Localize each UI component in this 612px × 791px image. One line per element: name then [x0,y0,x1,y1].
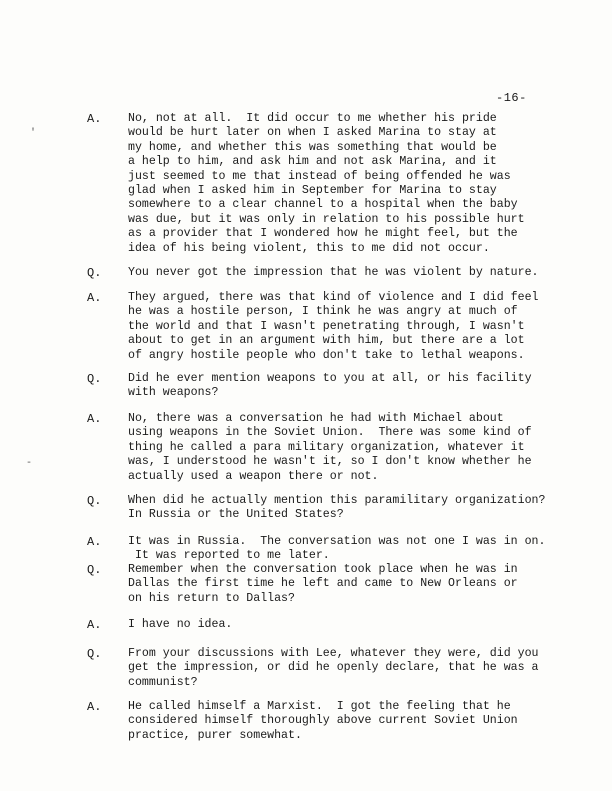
text-line: idea of his being violent, this to me did not occur. [128,241,490,255]
entry-text [128,535,568,564]
text-line: No, there was a conversation he had with Michael about [128,412,504,425]
speaker-label: A. [87,291,102,305]
text-line: It was reported to me later. [128,549,330,563]
text-line: get the impression, or did he openly declare, that he was a [128,661,539,675]
text-line: the world and that I wasn't penetrating through, I wasn't [128,319,525,333]
entry-text [128,647,568,690]
entry-text [128,266,568,280]
entry-text [128,112,568,256]
text-line: he was a hostile person, I think he was angry at much of [128,305,518,319]
speaker-label: A. [87,535,102,549]
speaker-label: Q. [87,563,102,577]
text-line: Did he ever mention weapons to you at all, or his facility [128,372,532,385]
speaker-label: Q. [87,494,102,508]
text-line: using weapons in the Soviet Union. There was some kind of [128,426,532,440]
text-line: of angry hostile people who don't take to lethal weapons. [128,348,525,362]
text-line: practice, purer somewhat. [128,728,302,742]
text-line: Dallas the first time he left and came to New Orleans or [128,577,518,591]
text-line: my home, and whether this was something that would be [128,140,497,154]
margin-mark: ' [30,128,37,139]
speaker-label: Q. [87,647,102,661]
page-number: -16- [496,91,527,105]
speaker-label: A. [87,618,102,632]
speaker-label: A. [87,700,102,714]
text-line: thing he called a para military organization, whatever it [128,440,525,454]
text-line: You never got the impression that he was violent by nature. [128,266,539,279]
text-line: actually used a weapon there or not. [128,469,379,483]
text-line: would be hurt later on when I asked Marina to stay at [128,126,497,140]
entry-text [128,700,568,743]
text-line: They argued, there was that kind of violence and I did feel [128,291,539,304]
speaker-label: A. [87,412,102,426]
text-line: just seemed to me that instead of being offended he was [128,169,511,183]
text-line: with weapons? [128,386,219,400]
text-line: He called himself a Marxist. I got the feeling that he [128,700,511,713]
entry-text [128,291,568,363]
entry-text [128,412,568,484]
speaker-label: Q. [87,372,102,386]
text-line: as a provider that I wondered how he might feel, but the [128,227,518,241]
text-line: considered himself thoroughly above current Soviet Union [128,714,518,728]
text-line: I have no idea. [128,618,233,631]
text-line: was due, but it was only in relation to his possible hurt [128,212,525,226]
text-line: about to get in an argument with him, but there are a lot [128,334,525,348]
text-line: No, not at all. It did occur to me whether his pride [128,112,497,125]
text-line: glad when I asked him in September for Marina to stay [128,184,497,198]
speaker-label: Q. [87,266,102,280]
text-line: In Russia or the United States? [128,508,344,522]
text-line: It was in Russia. The conversation was not one I was in on. [128,535,546,548]
text-line: Remember when the conversation took place when he was in [128,563,518,576]
entry-text [128,618,568,632]
speaker-label: A. [87,112,102,126]
text-line: a help to him, and ask him and not ask Marina, and it [128,155,497,169]
text-line: on his return to Dallas? [128,591,295,605]
text-line: somewhere to a clear channel to a hospital when the baby [128,198,518,212]
entry-text [128,494,568,523]
text-line: was, I understood he wasn't it, so I don't know whether he [128,455,532,469]
text-line: When did he actually mention this paramilitary organization? [128,494,546,507]
entry-text [128,563,568,606]
text-line: From your discussions with Lee, whatever they were, did you [128,647,539,660]
text-line: communist? [128,675,198,689]
entry-text [128,372,568,401]
margin-mark: - [26,458,33,469]
